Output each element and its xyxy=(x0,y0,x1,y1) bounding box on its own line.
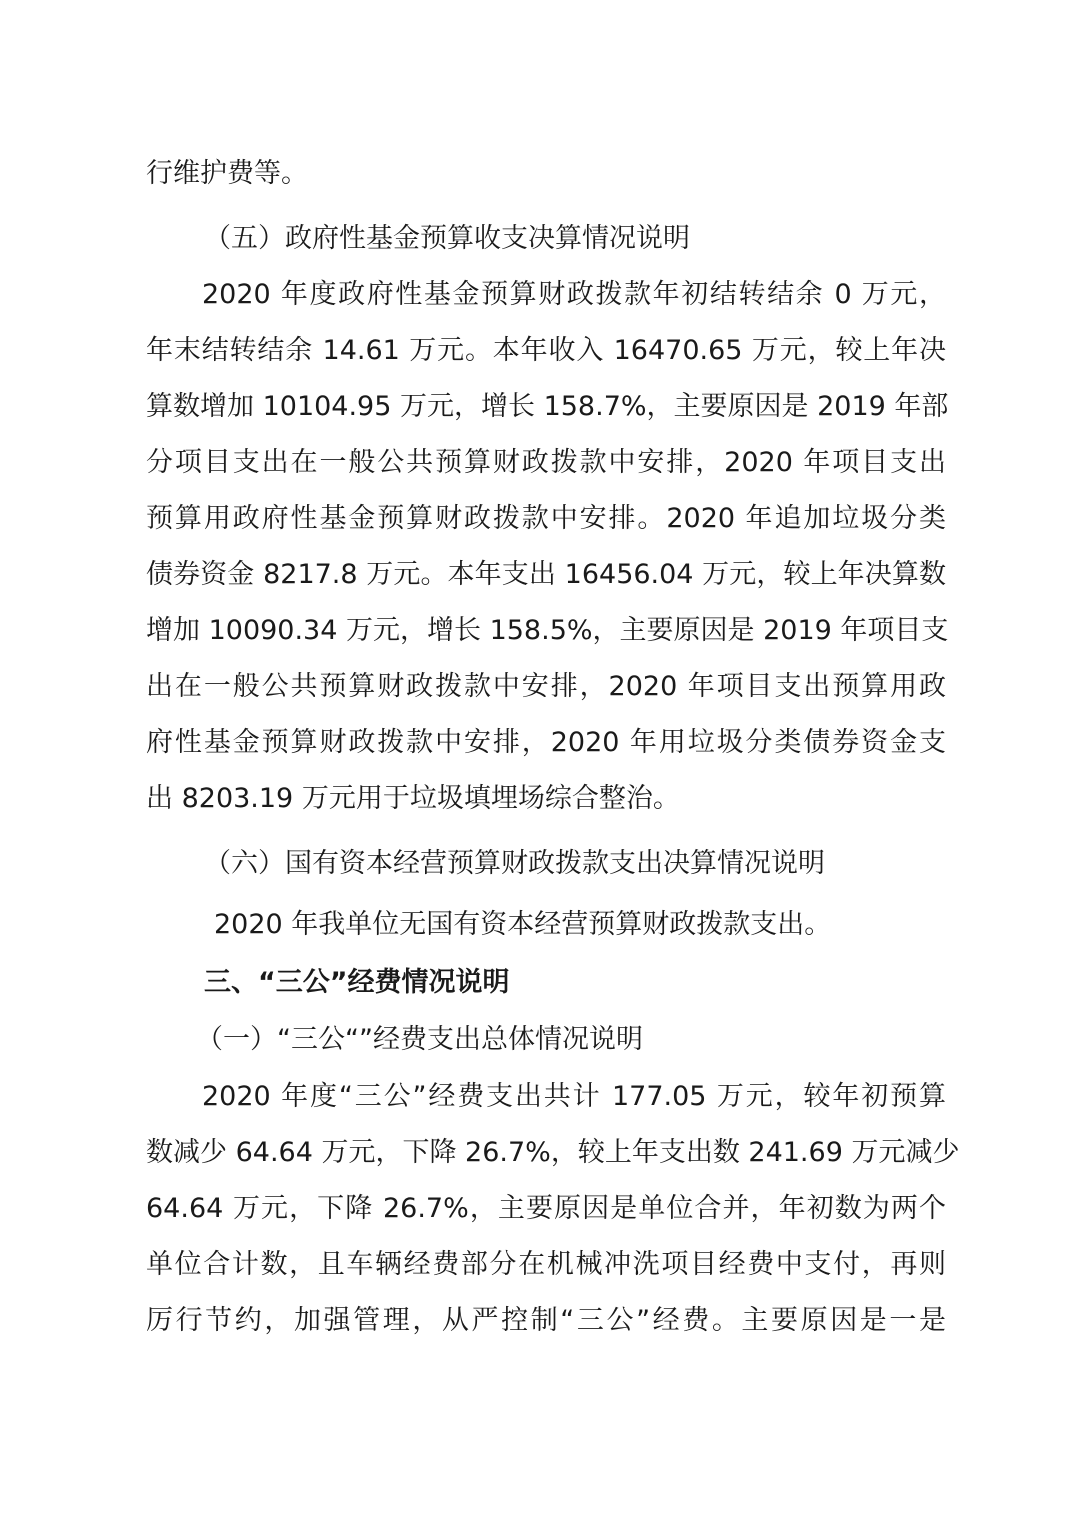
paragraph-line: 预算用政府性基金预算财政拨款中安排。2020 年追加垃圾分类 xyxy=(146,503,946,534)
paragraph-line: 债券资金 8217.8 万元。本年支出 16456.04 万元，较上年决算数 xyxy=(146,559,946,590)
subsection-heading-1: （一）“三公“”经费支出总体情况说明 xyxy=(196,1024,643,1055)
paragraph-line: 2020 年我单位无国有资本经营预算财政拨款支出。 xyxy=(214,909,832,940)
paragraph-line: 数减少 64.64 万元，下降 26.7%，较上年支出数 241.69 万元减少 xyxy=(146,1137,960,1168)
paragraph-line: 算数增加 10104.95 万元，增长 158.7%，主要原因是 2019 年部 xyxy=(146,391,949,422)
paragraph-line: 单位合计数，且车辆经费部分在机械冲洗项目经费中支付，再则 xyxy=(146,1249,946,1280)
paragraph-line: 年末结转结余 14.61 万元。本年收入 16470.65 万元，较上年决 xyxy=(146,335,946,366)
paragraph-line: 64.64 万元，下降 26.7%，主要原因是单位合并，年初数为两个 xyxy=(146,1193,946,1224)
paragraph-line: 出 8203.19 万元用于垃圾填埋场综合整治。 xyxy=(146,783,680,814)
section-heading-5: （五）政府性基金预算收支决算情况说明 xyxy=(204,223,690,254)
section-heading-6: （六）国有资本经营预算财政拨款支出决算情况说明 xyxy=(204,848,825,879)
paragraph-line: 出在一般公共预算财政拨款中安排，2020 年项目支出预算用政 xyxy=(146,671,946,702)
paragraph-line: 行维护费等。 xyxy=(146,158,308,189)
paragraph-line: 增加 10090.34 万元，增长 158.5%，主要原因是 2019 年项目支 xyxy=(146,615,949,646)
paragraph-line: 厉行节约，加强管理，从严控制“三公”经费。主要原因是一是 xyxy=(146,1305,946,1336)
paragraph-line: 2020 年度政府性基金预算财政拨款年初结转结余 0 万元， xyxy=(202,279,946,310)
paragraph-line: 府性基金预算财政拨款中安排，2020 年用垃圾分类债券资金支 xyxy=(146,727,946,758)
paragraph-line: 2020 年度“三公”经费支出共计 177.05 万元，较年初预算 xyxy=(202,1081,946,1112)
part-heading-3: 三、“三公”经费情况说明 xyxy=(204,967,510,998)
paragraph-line: 分项目支出在一般公共预算财政拨款中安排，2020 年项目支出 xyxy=(146,447,946,478)
